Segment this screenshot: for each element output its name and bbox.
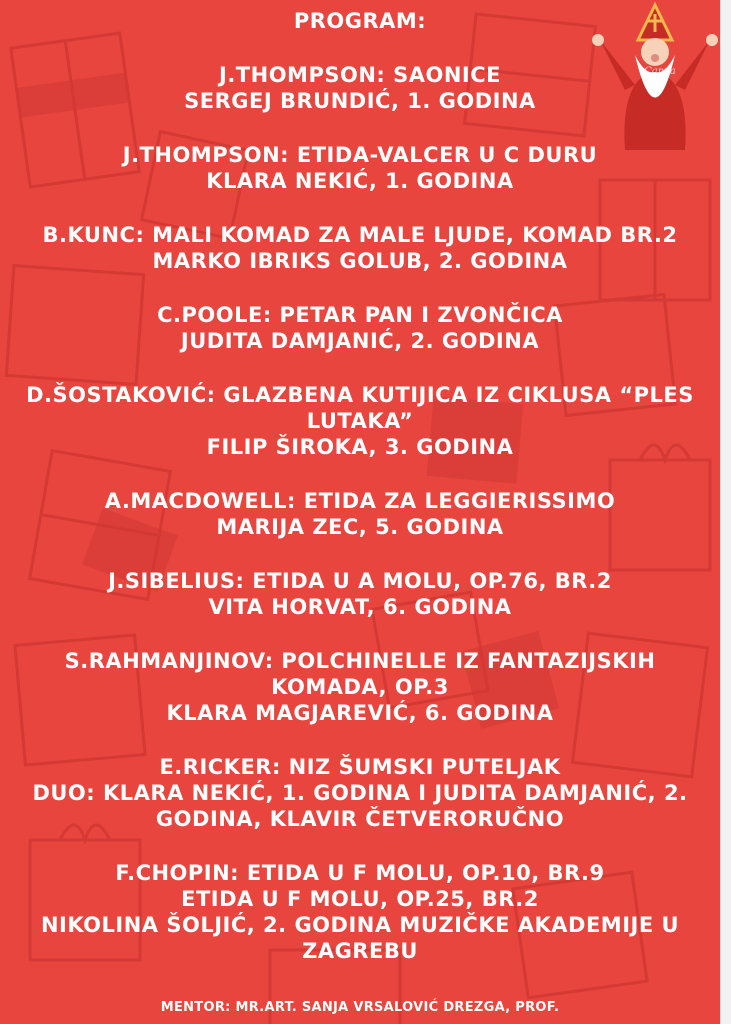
- program-heading: PROGRAM:: [293, 9, 427, 33]
- piece-detail: FILIP ŠIROKA, 3. GODINA: [206, 435, 514, 459]
- page-edge: [720, 0, 731, 1024]
- piece-detail: ZAGREBU: [302, 939, 418, 963]
- piece-detail: KLARA NEKIĆ, 1. GODINA: [206, 169, 514, 193]
- program-item: [0, 382, 720, 460]
- piece-detail: KLARA MAGJAREVIĆ, 6. GODINA: [166, 701, 554, 725]
- program-item: [0, 860, 720, 964]
- program-item: [0, 754, 720, 832]
- piece-title: B.KUNC: MALI KOMAD ZA MALE LJUDE, KOMAD BR.2: [42, 223, 678, 247]
- piece-detail: ETIDA U F MOLU, OP.25, BR.2: [181, 887, 539, 911]
- program-item: [0, 302, 720, 354]
- program-item: [0, 142, 720, 194]
- program-item: [0, 488, 720, 540]
- piece-detail: VITA HORVAT, 6. GODINA: [208, 595, 512, 619]
- piece-detail: NIKOLINA ŠOLJIĆ, 2. GODINA MUZIČKE AKADEMIJE U: [40, 913, 680, 937]
- program-item: [0, 62, 720, 114]
- program-item: [0, 568, 720, 620]
- piece-title: E.RICKER: NIZ ŠUMSKI PUTELJAK: [159, 755, 561, 779]
- mentor-line: MENTOR: MR.ART. SANJA VRSALOVIĆ DREZGA, PROF.: [160, 1000, 560, 1015]
- piece-title: A.MACDOWELL: ETIDA ZA LEGGIERISSIMO: [104, 489, 616, 513]
- program-item: [0, 648, 720, 726]
- piece-detail: MARIJA ZEC, 5. GODINA: [216, 515, 504, 539]
- piece-title: F.CHOPIN: ETIDA U F MOLU, OP.10, BR.9: [115, 861, 605, 885]
- piece-title: J.THOMPSON: SAONICE: [219, 63, 501, 87]
- piece-detail: SERGEJ BRUNDIĆ, 1. GODINA: [184, 89, 536, 113]
- piece-title: J.SIBELIUS: ETIDA U A MOLU, OP.76, BR.2: [108, 569, 612, 593]
- piece-detail: DUO: KLARA NEKIĆ, 1. GODINA I JUDITA DAMJANIĆ, 2.: [32, 781, 688, 805]
- program-item: [0, 222, 720, 274]
- program-list: [0, 62, 720, 964]
- piece-detail: MARKO IBRIKS GOLUB, 2. GODINA: [152, 249, 568, 273]
- piece-title: J.THOMPSON: ETIDA-VALCER U C DURU: [122, 143, 598, 167]
- piece-detail: JUDITA DAMJANIĆ, 2. GODINA: [180, 329, 540, 353]
- piece-title: S.RAHMANJINOV: POLCHINELLE IZ FANTAZIJSKIH: [64, 649, 656, 673]
- piece-detail: KOMADA, OP.3: [271, 675, 449, 699]
- piece-detail: LUTAKA”: [306, 409, 414, 433]
- piece-detail: GODINA, KLAVIR ČETVERORUČNO: [155, 807, 565, 831]
- piece-title: D.ŠOSTAKOVIĆ: GLAZBENA KUTIJICA IZ CIKLUSA “PLES: [26, 383, 694, 407]
- canva-watermark: Canva: [644, 66, 676, 77]
- piece-title: C.POOLE: PETAR PAN I ZVONČICA: [157, 303, 563, 327]
